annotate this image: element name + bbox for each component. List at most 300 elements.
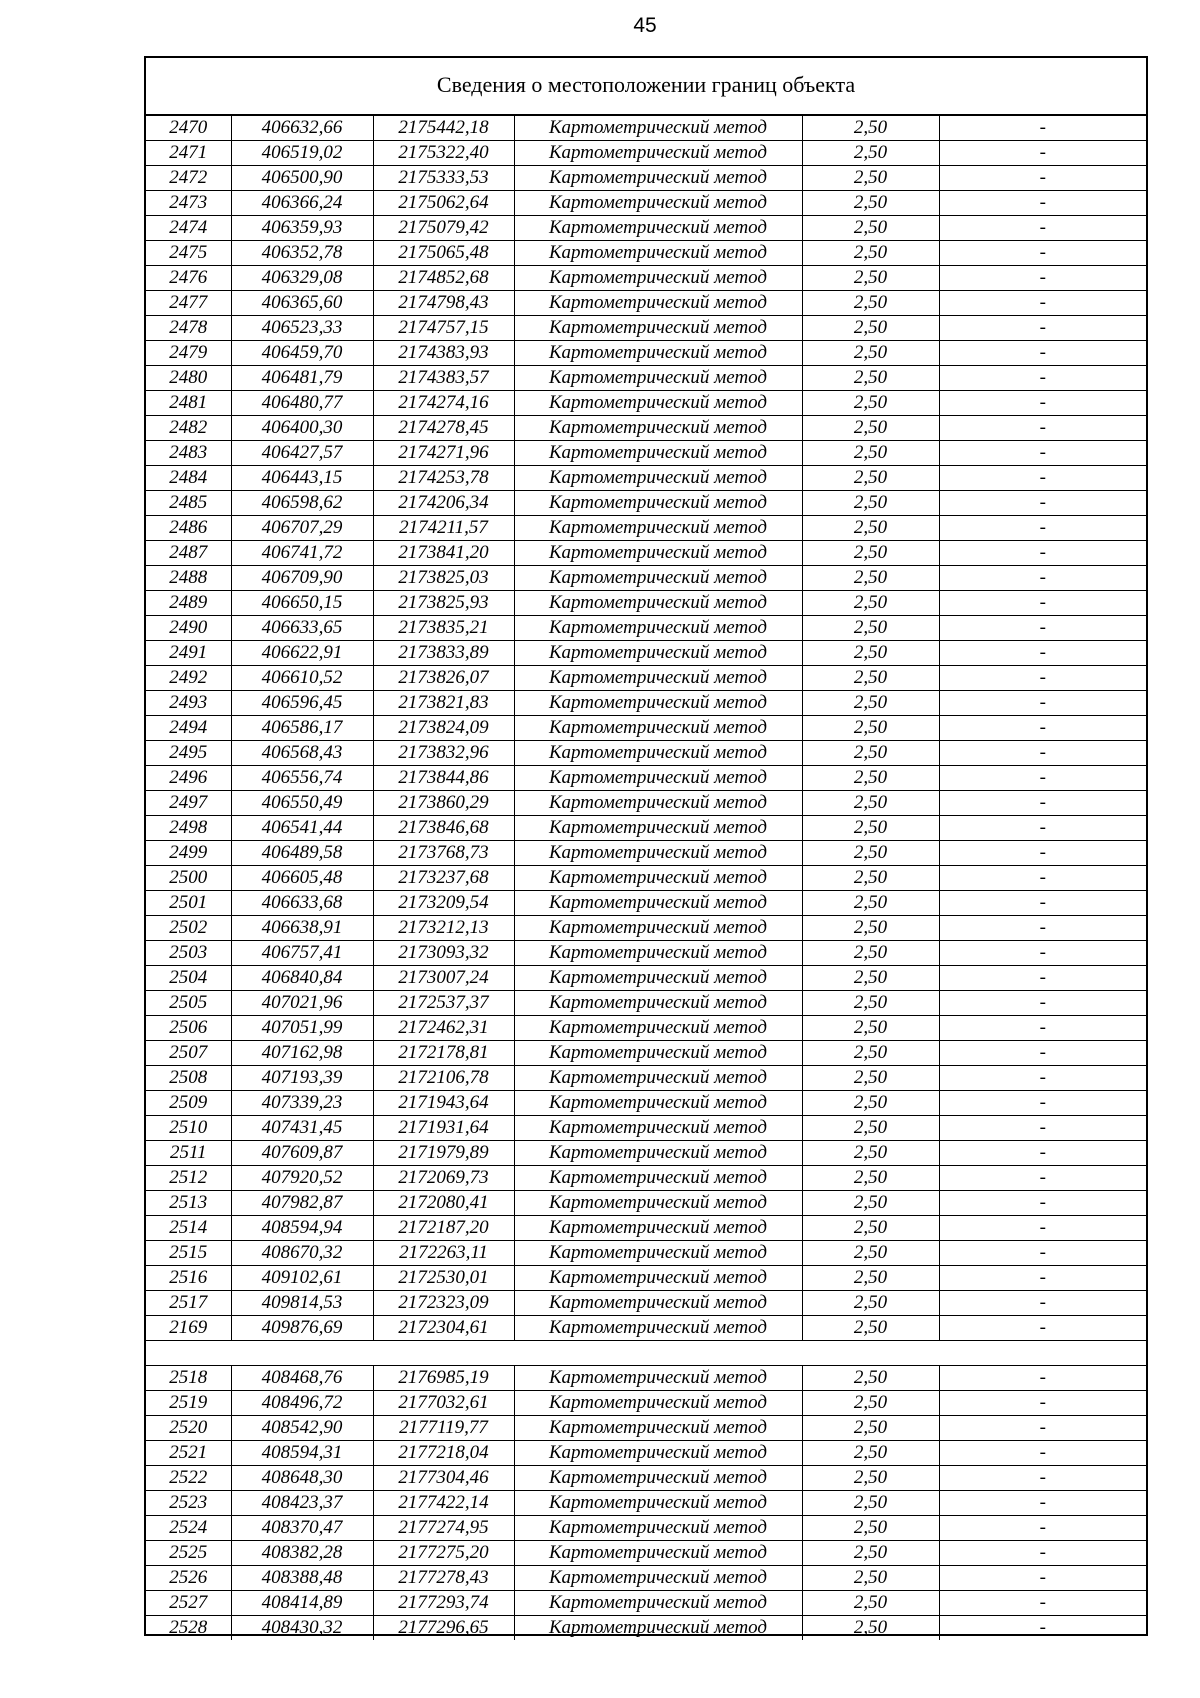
y-coordinate-cell: 2176985,19 <box>373 1365 514 1390</box>
point-number-cell: 2484 <box>146 465 231 490</box>
point-number-cell: 2472 <box>146 165 231 190</box>
method-cell: Картометрический метод <box>514 1065 802 1090</box>
x-coordinate-cell: 409102,61 <box>231 1265 373 1290</box>
table-row <box>146 215 1146 240</box>
boundary-table-frame <box>144 56 1148 1639</box>
point-number-cell: 2509 <box>146 1090 231 1115</box>
table-row <box>146 465 1146 490</box>
method-cell: Картометрический метод <box>514 990 802 1015</box>
y-coordinate-cell: 2175062,64 <box>373 190 514 215</box>
y-coordinate-cell: 2173825,03 <box>373 565 514 590</box>
accuracy-cell: 2,50 <box>802 440 939 465</box>
x-coordinate-cell: 409876,69 <box>231 1315 373 1340</box>
accuracy-cell: 2,50 <box>802 1265 939 1290</box>
y-coordinate-cell: 2173825,93 <box>373 590 514 615</box>
point-number-cell: 2515 <box>146 1240 231 1265</box>
table-row <box>146 790 1146 815</box>
method-cell: Картометрический метод <box>514 1415 802 1440</box>
accuracy-cell: 2,50 <box>802 590 939 615</box>
point-number-cell: 2516 <box>146 1265 231 1290</box>
y-coordinate-cell: 2172462,31 <box>373 1015 514 1040</box>
method-cell: Картометрический метод <box>514 1590 802 1615</box>
x-coordinate-cell: 407339,23 <box>231 1090 373 1115</box>
accuracy-cell: 2,50 <box>802 1415 939 1440</box>
y-coordinate-cell: 2173844,86 <box>373 765 514 790</box>
accuracy-cell: 2,50 <box>802 1465 939 1490</box>
accuracy-cell: 2,50 <box>802 365 939 390</box>
description-cell: - <box>939 1415 1146 1440</box>
point-number-cell: 2480 <box>146 365 231 390</box>
table-row <box>146 1315 1146 1340</box>
x-coordinate-cell: 406586,17 <box>231 715 373 740</box>
x-coordinate-cell: 408542,90 <box>231 1415 373 1440</box>
description-cell: - <box>939 690 1146 715</box>
point-number-cell: 2512 <box>146 1165 231 1190</box>
x-coordinate-cell: 408423,37 <box>231 1490 373 1515</box>
method-cell: Картометрический метод <box>514 290 802 315</box>
description-cell: - <box>939 265 1146 290</box>
y-coordinate-cell: 2173237,68 <box>373 865 514 890</box>
method-cell: Картометрический метод <box>514 540 802 565</box>
accuracy-cell: 2,50 <box>802 240 939 265</box>
point-number-cell: 2491 <box>146 640 231 665</box>
accuracy-cell: 2,50 <box>802 1440 939 1465</box>
y-coordinate-cell: 2173093,32 <box>373 940 514 965</box>
point-number-cell: 2514 <box>146 1215 231 1240</box>
table-row <box>146 940 1146 965</box>
point-number-cell: 2505 <box>146 990 231 1015</box>
accuracy-cell: 2,50 <box>802 965 939 990</box>
accuracy-cell: 2,50 <box>802 1390 939 1415</box>
x-coordinate-cell: 406556,74 <box>231 765 373 790</box>
table-row <box>146 490 1146 515</box>
accuracy-cell: 2,50 <box>802 1015 939 1040</box>
description-cell: - <box>939 1040 1146 1065</box>
table-row <box>146 1290 1146 1315</box>
table-row <box>146 1440 1146 1465</box>
y-coordinate-cell: 2174206,34 <box>373 490 514 515</box>
x-coordinate-cell: 406427,57 <box>231 440 373 465</box>
description-cell: - <box>939 1115 1146 1140</box>
method-cell: Картометрический метод <box>514 865 802 890</box>
x-coordinate-cell: 406481,79 <box>231 365 373 390</box>
y-coordinate-cell: 2174798,43 <box>373 290 514 315</box>
description-cell: - <box>939 340 1146 365</box>
x-coordinate-cell: 407021,96 <box>231 990 373 1015</box>
point-number-cell: 2519 <box>146 1390 231 1415</box>
x-coordinate-cell: 407609,87 <box>231 1140 373 1165</box>
accuracy-cell: 2,50 <box>802 715 939 740</box>
method-cell: Картометрический метод <box>514 115 802 140</box>
y-coordinate-cell: 2172537,37 <box>373 990 514 1015</box>
point-number-cell: 2479 <box>146 340 231 365</box>
table-row <box>146 1040 1146 1065</box>
description-cell: - <box>939 490 1146 515</box>
y-coordinate-cell: 2172069,73 <box>373 1165 514 1190</box>
table-row <box>146 365 1146 390</box>
point-number-cell: 2496 <box>146 765 231 790</box>
table-row <box>146 340 1146 365</box>
accuracy-cell: 2,50 <box>802 1315 939 1340</box>
y-coordinate-cell: 2174852,68 <box>373 265 514 290</box>
table-body <box>146 115 1146 1640</box>
separator-row <box>146 1340 1146 1365</box>
description-cell: - <box>939 890 1146 915</box>
table-row <box>146 1190 1146 1215</box>
method-cell: Картометрический метод <box>514 965 802 990</box>
accuracy-cell: 2,50 <box>802 690 939 715</box>
method-cell: Картометрический метод <box>514 265 802 290</box>
table-row <box>146 915 1146 940</box>
method-cell: Картометрический метод <box>514 765 802 790</box>
table-row <box>146 265 1146 290</box>
method-cell: Картометрический метод <box>514 1190 802 1215</box>
table-row <box>146 390 1146 415</box>
point-number-cell: 2499 <box>146 840 231 865</box>
y-coordinate-cell: 2173821,83 <box>373 690 514 715</box>
accuracy-cell: 2,50 <box>802 1615 939 1640</box>
accuracy-cell: 2,50 <box>802 1215 939 1240</box>
point-number-cell: 2503 <box>146 940 231 965</box>
x-coordinate-cell: 408388,48 <box>231 1565 373 1590</box>
accuracy-cell: 2,50 <box>802 565 939 590</box>
x-coordinate-cell: 406365,60 <box>231 290 373 315</box>
y-coordinate-cell: 2174253,78 <box>373 465 514 490</box>
table-row <box>146 165 1146 190</box>
method-cell: Картометрический метод <box>514 1040 802 1065</box>
description-cell: - <box>939 1265 1146 1290</box>
point-number-cell: 2477 <box>146 290 231 315</box>
description-cell: - <box>939 290 1146 315</box>
description-cell: - <box>939 865 1146 890</box>
description-cell: - <box>939 1015 1146 1040</box>
description-cell: - <box>939 1140 1146 1165</box>
y-coordinate-cell: 2173832,96 <box>373 740 514 765</box>
table-row <box>146 715 1146 740</box>
description-cell: - <box>939 740 1146 765</box>
table-row <box>146 1065 1146 1090</box>
method-cell: Картометрический метод <box>514 715 802 740</box>
method-cell: Картометрический метод <box>514 1390 802 1415</box>
method-cell: Картометрический метод <box>514 415 802 440</box>
point-number-cell: 2485 <box>146 490 231 515</box>
table-row <box>146 765 1146 790</box>
table-row <box>146 590 1146 615</box>
point-number-cell: 2471 <box>146 140 231 165</box>
point-number-cell: 2511 <box>146 1140 231 1165</box>
point-number-cell: 2513 <box>146 1190 231 1215</box>
x-coordinate-cell: 408430,32 <box>231 1615 373 1640</box>
description-cell: - <box>939 240 1146 265</box>
table-row <box>146 515 1146 540</box>
description-cell: - <box>939 990 1146 1015</box>
point-number-cell: 2476 <box>146 265 231 290</box>
table-row <box>146 1265 1146 1290</box>
point-number-cell: 2498 <box>146 815 231 840</box>
table-row <box>146 1240 1146 1265</box>
y-coordinate-cell: 2177274,95 <box>373 1515 514 1540</box>
description-cell: - <box>939 765 1146 790</box>
point-number-cell: 2527 <box>146 1590 231 1615</box>
table-row <box>146 1465 1146 1490</box>
accuracy-cell: 2,50 <box>802 865 939 890</box>
point-number-cell: 2501 <box>146 890 231 915</box>
method-cell: Картометрический метод <box>514 590 802 615</box>
table-row <box>146 1090 1146 1115</box>
table-row <box>146 140 1146 165</box>
method-cell: Картометрический метод <box>514 565 802 590</box>
point-number-cell: 2169 <box>146 1315 231 1340</box>
accuracy-cell: 2,50 <box>802 290 939 315</box>
accuracy-cell: 2,50 <box>802 1140 939 1165</box>
point-number-cell: 2504 <box>146 965 231 990</box>
method-cell: Картометрический метод <box>514 890 802 915</box>
point-number-cell: 2525 <box>146 1540 231 1565</box>
x-coordinate-cell: 408594,94 <box>231 1215 373 1240</box>
x-coordinate-cell: 407431,45 <box>231 1115 373 1140</box>
description-cell: - <box>939 365 1146 390</box>
method-cell: Картометрический метод <box>514 515 802 540</box>
description-cell: - <box>939 1565 1146 1590</box>
accuracy-cell: 2,50 <box>802 140 939 165</box>
x-coordinate-cell: 406598,62 <box>231 490 373 515</box>
accuracy-cell: 2,50 <box>802 1040 939 1065</box>
x-coordinate-cell: 406840,84 <box>231 965 373 990</box>
description-cell: - <box>939 415 1146 440</box>
table-row <box>146 565 1146 590</box>
method-cell: Картометрический метод <box>514 215 802 240</box>
y-coordinate-cell: 2174274,16 <box>373 390 514 415</box>
table-row <box>146 1165 1146 1190</box>
x-coordinate-cell: 406459,70 <box>231 340 373 365</box>
description-cell: - <box>939 515 1146 540</box>
description-cell: - <box>939 915 1146 940</box>
method-cell: Картометрический метод <box>514 1565 802 1590</box>
x-coordinate-cell: 406541,44 <box>231 815 373 840</box>
accuracy-cell: 2,50 <box>802 815 939 840</box>
description-cell: - <box>939 1590 1146 1615</box>
description-cell: - <box>939 665 1146 690</box>
table-row <box>146 665 1146 690</box>
table-row <box>146 865 1146 890</box>
table-row <box>146 840 1146 865</box>
point-number-cell: 2518 <box>146 1365 231 1390</box>
y-coordinate-cell: 2174383,93 <box>373 340 514 365</box>
method-cell: Картометрический метод <box>514 840 802 865</box>
point-number-cell: 2524 <box>146 1515 231 1540</box>
accuracy-cell: 2,50 <box>802 515 939 540</box>
method-cell: Картометрический метод <box>514 690 802 715</box>
accuracy-cell: 2,50 <box>802 1190 939 1215</box>
method-cell: Картометрический метод <box>514 740 802 765</box>
table-row <box>146 990 1146 1015</box>
point-number-cell: 2502 <box>146 915 231 940</box>
point-number-cell: 2470 <box>146 115 231 140</box>
point-number-cell: 2521 <box>146 1440 231 1465</box>
x-coordinate-cell: 407051,99 <box>231 1015 373 1040</box>
accuracy-cell: 2,50 <box>802 1540 939 1565</box>
y-coordinate-cell: 2174383,57 <box>373 365 514 390</box>
y-coordinate-cell: 2177218,04 <box>373 1440 514 1465</box>
table-row <box>146 440 1146 465</box>
method-cell: Картометрический метод <box>514 915 802 940</box>
point-number-cell: 2487 <box>146 540 231 565</box>
method-cell: Картометрический метод <box>514 1615 802 1640</box>
point-number-cell: 2489 <box>146 590 231 615</box>
table-row <box>146 1540 1146 1565</box>
accuracy-cell: 2,50 <box>802 315 939 340</box>
y-coordinate-cell: 2177032,61 <box>373 1390 514 1415</box>
y-coordinate-cell: 2175065,48 <box>373 240 514 265</box>
method-cell: Картометрический метод <box>514 1465 802 1490</box>
x-coordinate-cell: 406650,15 <box>231 590 373 615</box>
x-coordinate-cell: 407982,87 <box>231 1190 373 1215</box>
y-coordinate-cell: 2171979,89 <box>373 1140 514 1165</box>
description-cell: - <box>939 715 1146 740</box>
accuracy-cell: 2,50 <box>802 490 939 515</box>
table-title: Сведения о местоположении границ объекта <box>436 72 856 97</box>
description-cell: - <box>939 315 1146 340</box>
description-cell: - <box>939 815 1146 840</box>
y-coordinate-cell: 2173833,89 <box>373 640 514 665</box>
point-number-cell: 2473 <box>146 190 231 215</box>
y-coordinate-cell: 2172263,11 <box>373 1240 514 1265</box>
y-coordinate-cell: 2174757,15 <box>373 315 514 340</box>
point-number-cell: 2522 <box>146 1465 231 1490</box>
y-coordinate-cell: 2173768,73 <box>373 840 514 865</box>
description-cell: - <box>939 1465 1146 1490</box>
page-number: 45 <box>633 14 657 37</box>
x-coordinate-cell: 406632,66 <box>231 115 373 140</box>
point-number-cell: 2500 <box>146 865 231 890</box>
point-number-cell: 2495 <box>146 740 231 765</box>
x-coordinate-cell: 408468,76 <box>231 1365 373 1390</box>
x-coordinate-cell: 406757,41 <box>231 940 373 965</box>
accuracy-cell: 2,50 <box>802 165 939 190</box>
description-cell: - <box>939 115 1146 140</box>
method-cell: Картометрический метод <box>514 665 802 690</box>
x-coordinate-cell: 408382,28 <box>231 1540 373 1565</box>
y-coordinate-cell: 2173209,54 <box>373 890 514 915</box>
accuracy-cell: 2,50 <box>802 890 939 915</box>
accuracy-cell: 2,50 <box>802 390 939 415</box>
y-coordinate-cell: 2172530,01 <box>373 1265 514 1290</box>
accuracy-cell: 2,50 <box>802 1565 939 1590</box>
accuracy-cell: 2,50 <box>802 1490 939 1515</box>
point-number-cell: 2523 <box>146 1490 231 1515</box>
description-cell: - <box>939 165 1146 190</box>
description-cell: - <box>939 790 1146 815</box>
accuracy-cell: 2,50 <box>802 1115 939 1140</box>
accuracy-cell: 2,50 <box>802 615 939 640</box>
method-cell: Картометрический метод <box>514 1165 802 1190</box>
table-row <box>146 815 1146 840</box>
y-coordinate-cell: 2173835,21 <box>373 615 514 640</box>
x-coordinate-cell: 406596,45 <box>231 690 373 715</box>
description-cell: - <box>939 965 1146 990</box>
y-coordinate-cell: 2174278,45 <box>373 415 514 440</box>
description-cell: - <box>939 1440 1146 1465</box>
y-coordinate-cell: 2174271,96 <box>373 440 514 465</box>
accuracy-cell: 2,50 <box>802 990 939 1015</box>
y-coordinate-cell: 2172187,20 <box>373 1215 514 1240</box>
y-coordinate-cell: 2173007,24 <box>373 965 514 990</box>
description-cell: - <box>939 465 1146 490</box>
description-cell: - <box>939 640 1146 665</box>
x-coordinate-cell: 406329,08 <box>231 265 373 290</box>
x-coordinate-cell: 406550,49 <box>231 790 373 815</box>
y-coordinate-cell: 2175442,18 <box>373 115 514 140</box>
method-cell: Картометрический метод <box>514 940 802 965</box>
x-coordinate-cell: 406568,43 <box>231 740 373 765</box>
table-row <box>146 115 1146 140</box>
method-cell: Картометрический метод <box>514 790 802 815</box>
point-number-cell: 2508 <box>146 1065 231 1090</box>
description-cell: - <box>939 1090 1146 1115</box>
y-coordinate-cell: 2177422,14 <box>373 1490 514 1515</box>
table-row <box>146 1115 1146 1140</box>
x-coordinate-cell: 406359,93 <box>231 215 373 240</box>
point-number-cell: 2510 <box>146 1115 231 1140</box>
y-coordinate-cell: 2177296,65 <box>373 1615 514 1640</box>
method-cell: Картометрический метод <box>514 1215 802 1240</box>
accuracy-cell: 2,50 <box>802 540 939 565</box>
method-cell: Картометрический метод <box>514 1090 802 1115</box>
point-number-cell: 2497 <box>146 790 231 815</box>
table-row <box>146 640 1146 665</box>
y-coordinate-cell: 2171931,64 <box>373 1115 514 1140</box>
point-number-cell: 2507 <box>146 1040 231 1065</box>
method-cell: Картометрический метод <box>514 1140 802 1165</box>
x-coordinate-cell: 408496,72 <box>231 1390 373 1415</box>
y-coordinate-cell: 2172323,09 <box>373 1290 514 1315</box>
accuracy-cell: 2,50 <box>802 265 939 290</box>
x-coordinate-cell: 408414,89 <box>231 1590 373 1615</box>
method-cell: Картометрический метод <box>514 1540 802 1565</box>
method-cell: Картометрический метод <box>514 165 802 190</box>
table-row <box>146 1215 1146 1240</box>
description-cell: - <box>939 1365 1146 1390</box>
point-number-cell: 2474 <box>146 215 231 240</box>
method-cell: Картометрический метод <box>514 440 802 465</box>
table-row <box>146 615 1146 640</box>
x-coordinate-cell: 406519,02 <box>231 140 373 165</box>
point-number-cell: 2506 <box>146 1015 231 1040</box>
method-cell: Картометрический метод <box>514 365 802 390</box>
x-coordinate-cell: 408594,31 <box>231 1440 373 1465</box>
description-cell: - <box>939 1315 1146 1340</box>
method-cell: Картометрический метод <box>514 1290 802 1315</box>
method-cell: Картометрический метод <box>514 390 802 415</box>
point-number-cell: 2482 <box>146 415 231 440</box>
method-cell: Картометрический метод <box>514 1015 802 1040</box>
description-cell: - <box>939 1515 1146 1540</box>
point-number-cell: 2517 <box>146 1290 231 1315</box>
y-coordinate-cell: 2173824,09 <box>373 715 514 740</box>
accuracy-cell: 2,50 <box>802 915 939 940</box>
accuracy-cell: 2,50 <box>802 1290 939 1315</box>
method-cell: Картометрический метод <box>514 340 802 365</box>
method-cell: Картометрический метод <box>514 1115 802 1140</box>
method-cell: Картометрический метод <box>514 1515 802 1540</box>
x-coordinate-cell: 406633,68 <box>231 890 373 915</box>
table-row <box>146 1565 1146 1590</box>
accuracy-cell: 2,50 <box>802 340 939 365</box>
method-cell: Картометрический метод <box>514 190 802 215</box>
x-coordinate-cell: 406709,90 <box>231 565 373 590</box>
x-coordinate-cell: 406480,77 <box>231 390 373 415</box>
x-coordinate-cell: 406400,30 <box>231 415 373 440</box>
